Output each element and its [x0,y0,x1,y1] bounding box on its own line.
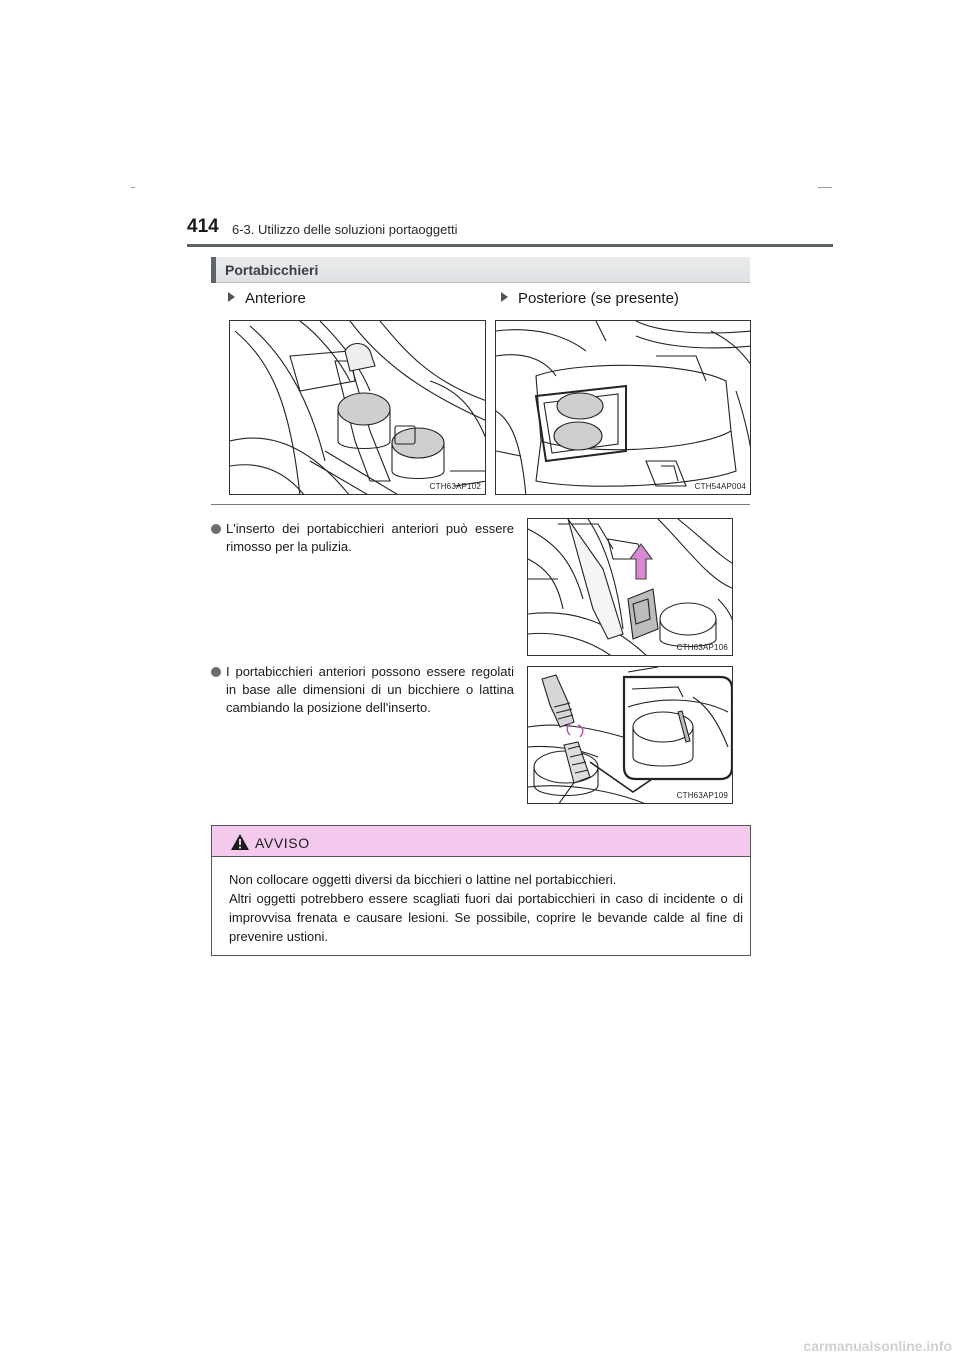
sub-label-rear [501,290,679,307]
bullet-dot-icon [211,667,221,677]
bullet-item-remove-insert [211,520,514,556]
figure-remove-insert [527,518,733,656]
section-heading-text: Portabicchieri [225,262,319,278]
warning-body [229,870,743,946]
header-rule [187,244,833,247]
rear-cupholder-illustration [496,321,751,495]
triangle-bullet-icon [501,292,508,302]
triangle-bullet-icon [228,292,235,302]
section-divider [211,504,750,505]
warning-line-1: Non collocare oggetti diversi da bicchieri o lattine nel portabicchieri. [229,872,617,887]
section-heading-bar [211,257,216,283]
crop-mark-left [131,187,135,188]
watermark: carmanualsonline.info [803,1338,952,1354]
warning-header [212,826,750,857]
figure-front-cupholder [229,320,486,495]
adjust-insert-illustration [528,667,733,804]
bullet-text: I portabicchieri anteriori possono essere regolati in base alle dimensioni di un bicchiere o lattina cambiando la posizione dell'inserto. [226,664,514,715]
sub-label-front-text: Anteriore [245,290,306,307]
page-number: 414 [187,216,219,237]
bullet-item-adjust-insert [211,663,514,717]
front-cupholder-illustration [230,321,486,495]
figure-code: CTH63AP109 [676,791,728,800]
figure-code: CTH63AP106 [676,643,728,652]
warning-line-2: Altri oggetti potrebbero essere scagliati fuori dai portabicchieri in caso di incidente o di improvvisa frenata e causare lesioni. Se possibile, coprire le bevande calde al fine di prevenire ustioni. [229,891,743,944]
remove-insert-illustration [528,519,733,656]
figure-code: CTH63AP102 [429,482,481,491]
warning-box [211,825,751,956]
bullet-text: L'inserto dei portabicchieri anteriori può essere rimosso per la pulizia. [226,521,514,554]
section-heading [211,257,750,283]
figure-code: CTH54AP004 [694,482,746,491]
sub-label-rear-text: Posteriore (se presente) [518,290,679,307]
warning-label: AVVISO [255,835,310,851]
sub-label-front [228,290,306,307]
crop-mark-right [818,187,832,188]
section-title: 6-3. Utilizzo delle soluzioni portaoggetti [232,222,458,237]
figure-adjust-insert [527,666,733,804]
figure-rear-cupholder [495,320,751,495]
warning-triangle-icon [230,833,250,851]
bullet-dot-icon [211,524,221,534]
